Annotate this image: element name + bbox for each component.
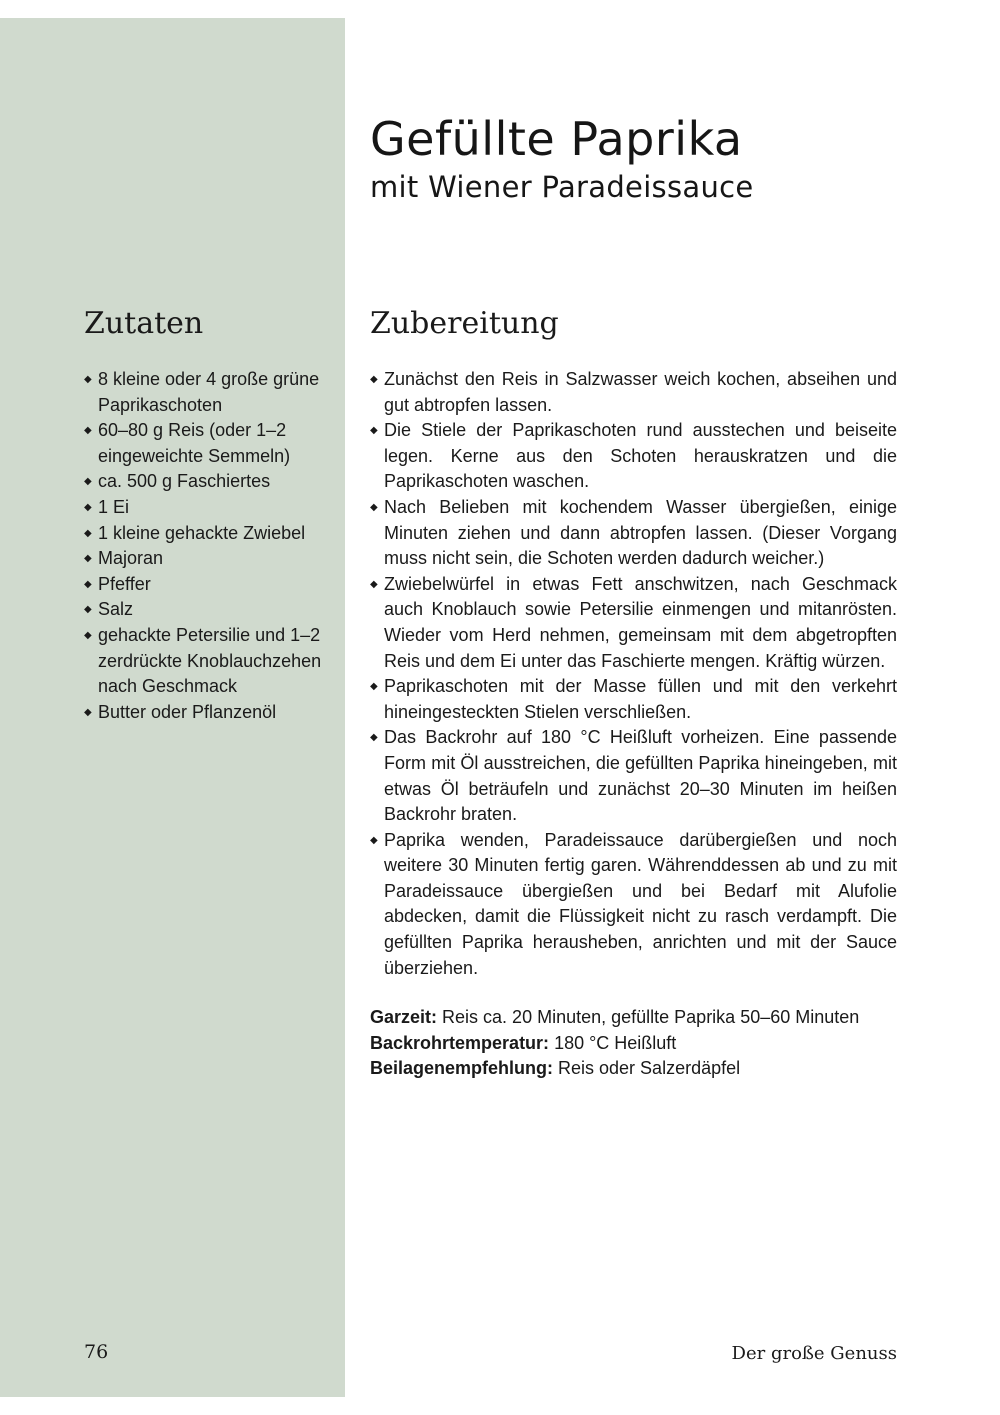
ingredient-item [84,521,330,547]
ingredient-item [84,597,330,623]
bullet-icon: ◆ [84,425,92,437]
step-item-text: Die Stiele der Paprikaschoten rund ausstechen und beiseite legen. Kerne aus den Schoten herauskratzen und die Paprikaschoten waschen. [384,420,897,492]
step-item [370,572,897,674]
step-item-text: Paprikaschoten mit der Masse füllen und mit den verkehrt hineingesteckten Stielen verschließen. [384,676,897,722]
step-item-text: Nach Belieben mit kochendem Wasser übergießen, einige Minuten ziehen und dann abtropfen lassen. (Dieser Vorgang muss nicht sein, die Schoten werden dadurch weicher.) [384,496,897,569]
step-item-text: Das Backrohr auf 180 °C Heißluft vorheizen. Eine passende Form mit Öl ausstreichen, die gefüllten Paprika hineingeben, mit etwas Öl beträufeln und zunächst 20–30 Minuten im heißen Backrohr braten. [384,727,897,825]
step-item [370,418,897,495]
step-item-text: Zunächst den Reis in Salzwasser weich kochen, abseihen und gut abtropfen lassen. [384,369,897,415]
bullet-icon: ◆ [370,681,378,693]
info-label: Garzeit: [370,1007,438,1027]
ingredient-item-text: Salz [98,599,134,620]
step-item [370,725,897,827]
bullet-icon: ◆ [84,527,92,539]
bullet-icon: ◆ [84,604,92,616]
step-item [370,367,897,418]
ingredient-item-text: 8 kleine oder 4 große grüne Paprikaschoten [98,369,320,415]
ingredient-item-text: Butter oder Pflanzenöl [98,701,277,722]
ingredient-item-text: gehackte Petersilie und 1–2 zerdrückte Knoblauchzehen nach Geschmack [98,624,322,697]
ingredient-item [84,495,330,521]
info-line [370,1005,910,1031]
bullet-icon: ◆ [84,706,92,718]
bullet-icon: ◆ [84,476,92,488]
step-item [370,674,897,725]
info-label: Backrohrtemperatur: [370,1032,550,1053]
ingredient-item [84,572,330,598]
bullet-icon: ◆ [370,501,378,513]
ingredient-item [84,367,330,418]
ingredient-item [84,700,330,726]
ingredient-item-text: Majoran [98,548,164,569]
bullet-icon: ◆ [370,834,378,846]
book-title: Der große Genuss [731,1343,897,1364]
step-item [370,495,897,572]
info-value: Reis ca. 20 Minuten, gefüllte Paprika 50–60 Minuten [437,1007,860,1027]
bullet-icon: ◆ [84,553,92,565]
info-line [370,1056,910,1082]
step-item-text: Zwiebelwürfel in etwas Fett anschwitzen, nach Geschmack auch Knoblauch sowie Petersilie einmengen und mitanrösten. Wieder vom Herd nehmen, gemeinsam mit dem abgetropften Reis und dem Ei unter das Faschierte mengen. Kräftig würzen. [384,573,897,671]
ingredients-heading: Zutaten [84,306,204,341]
recipe-title: Gefüllte Paprika [370,112,743,166]
ingredients-list [84,367,330,725]
ingredient-item [84,623,330,700]
bullet-icon: ◆ [370,374,378,385]
ingredient-item [84,418,330,469]
info-value: 180 °C Heißluft [549,1032,677,1053]
preparation-steps [370,367,897,981]
ingredient-item [84,469,330,495]
ingredient-item-text: 60–80 g Reis (oder 1–2 eingeweichte Semmeln) [98,420,291,466]
ingredient-item-text: 1 Ei [98,496,130,517]
ingredient-item-text: Pfeffer [98,573,151,594]
step-item-text: Paprika wenden, Paradeissauce darübergießen und noch weitere 30 Minuten fertig garen. Währenddessen ab und zu mit Paradeissauce übergießen und bei Bedarf mit Alufolie abdecken, damit die Flüssigkeit nicht zu rasch verdampft. Die gefüllten Paprika herausheben, anrichten und mit der Sauce überziehen. [384,829,897,978]
bullet-icon: ◆ [370,578,378,590]
bullet-icon: ◆ [84,578,92,590]
info-value: Reis oder Salzerdäpfel [553,1058,741,1079]
ingredient-item-text: ca. 500 g Faschiertes [98,471,271,492]
bullet-icon: ◆ [84,501,92,513]
info-label: Beilagenempfehlung: [370,1058,554,1079]
step-item [370,828,897,982]
recipe-subtitle: mit Wiener Paradeissauce [370,170,754,204]
ingredient-item-text: 1 kleine gehackte Zwiebel [98,522,306,543]
bullet-icon: ◆ [370,425,378,437]
bullet-icon: ◆ [84,629,92,641]
bullet-icon: ◆ [84,374,92,385]
page-number: 76 [84,1341,109,1363]
info-line [370,1031,910,1057]
recipe-info [370,1005,910,1082]
preparation-heading: Zubereitung [370,306,559,341]
ingredient-item [84,546,330,572]
bullet-icon: ◆ [370,732,378,744]
